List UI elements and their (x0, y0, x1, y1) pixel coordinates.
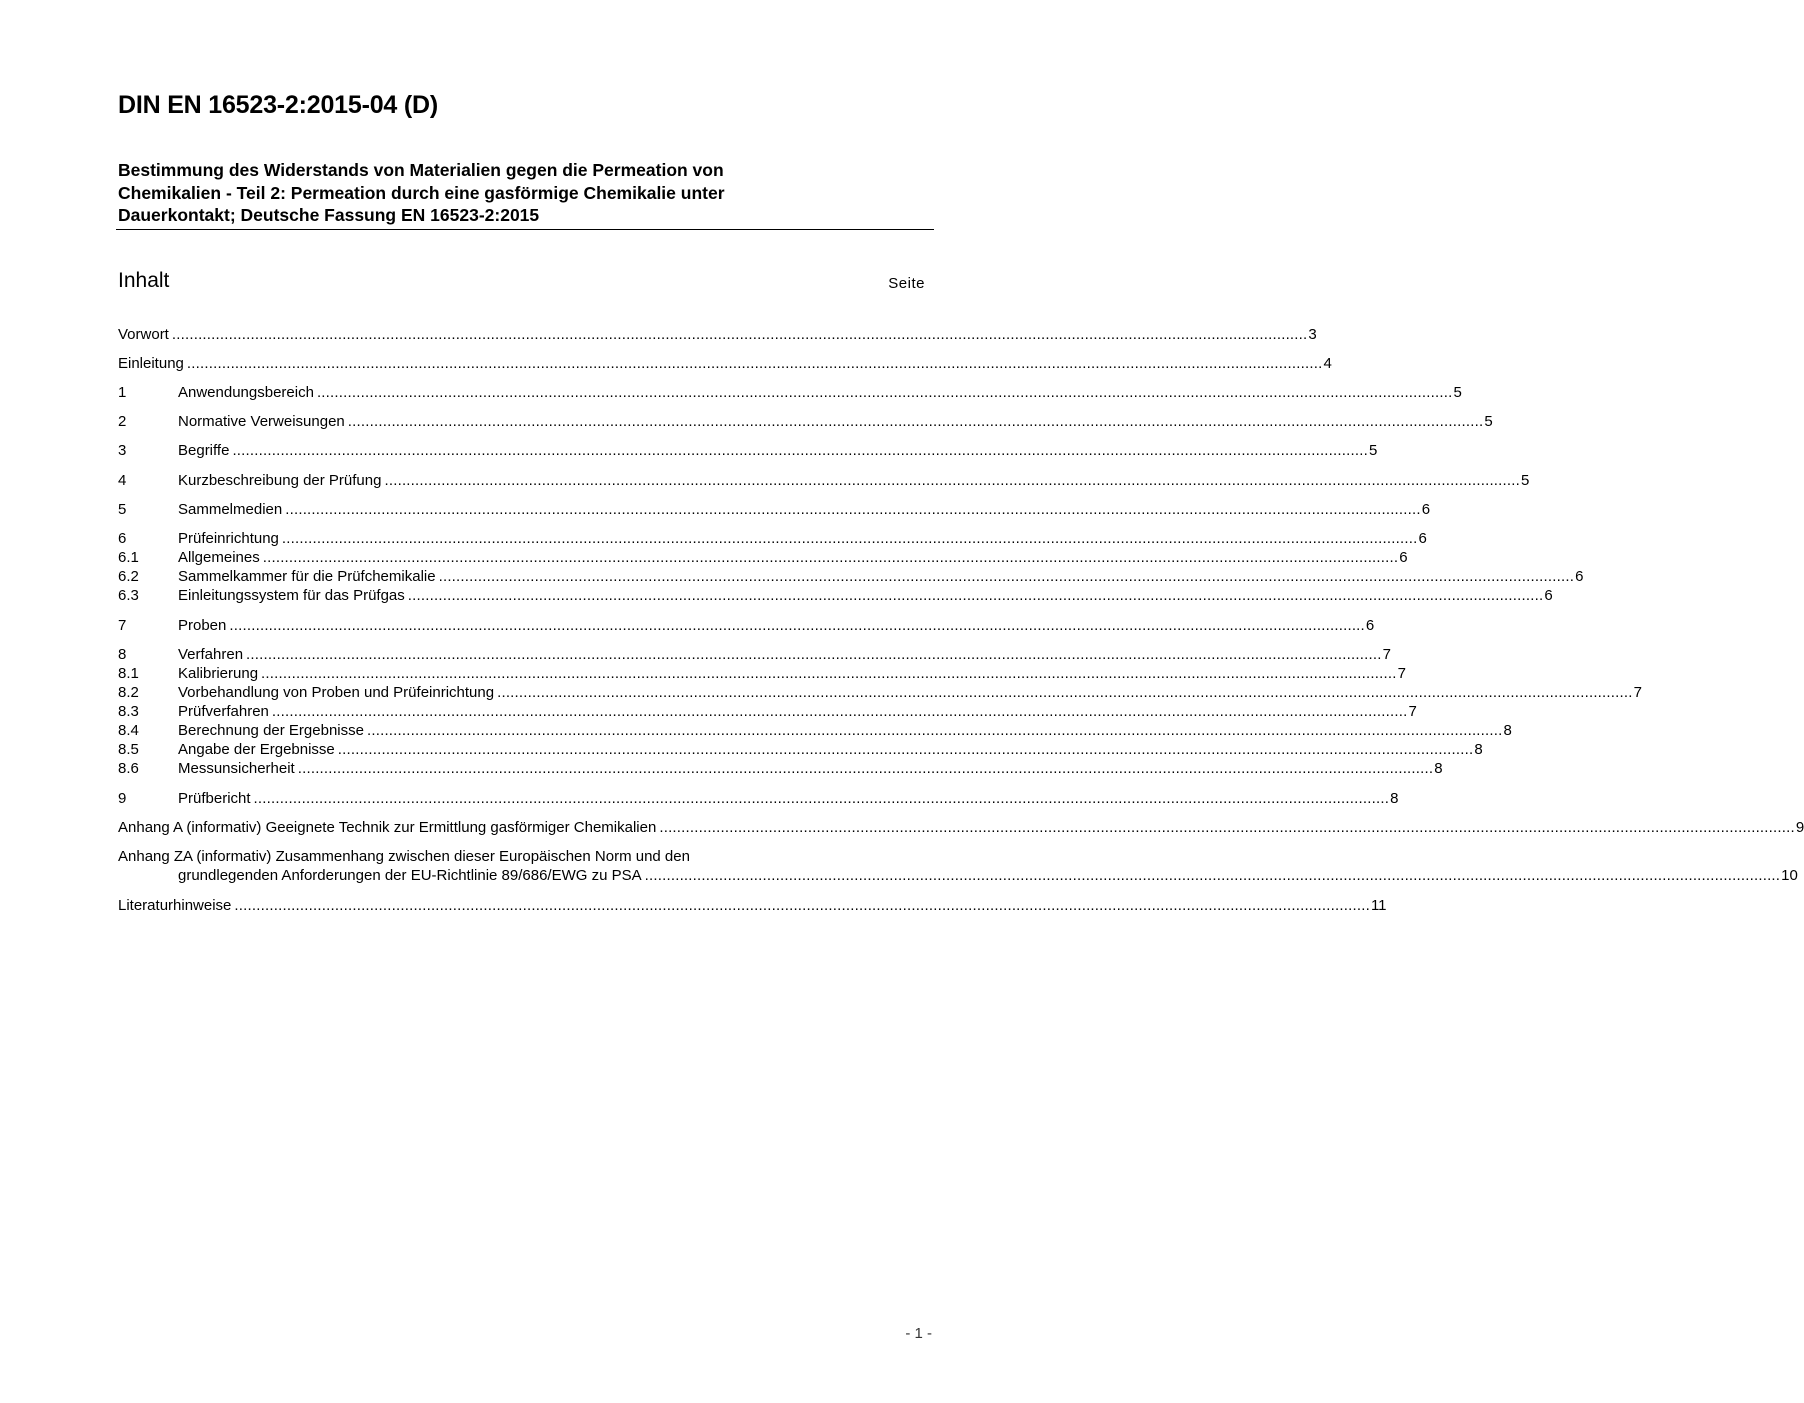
toc-entry[interactable] (118, 586, 1553, 605)
toc-entry-text: Begriffe (178, 442, 230, 459)
toc-entry-number: 9 (118, 790, 127, 807)
toc-entry[interactable] (118, 866, 1798, 885)
toc-entry-number: 4 (118, 472, 127, 489)
toc-entry-text: Vorwort (118, 326, 169, 343)
toc-entry-page: 5 (1453, 384, 1462, 401)
toc-dot-leader: .................................................................................................................................................................................................................................................................... (407, 587, 1544, 604)
toc-entry[interactable] (118, 896, 1387, 915)
toc-dot-leader: .................................................................................................................................................................................................................................................................... (171, 326, 1308, 343)
toc-entry[interactable] (118, 383, 1462, 402)
page-title: DIN EN 16523-2:2015-04 (D) (118, 91, 438, 119)
toc-dot-leader: .................................................................................................................................................................................................................................................................... (186, 355, 1323, 372)
toc-entry-text: Normative Verweisungen (178, 413, 345, 430)
toc-entry-text: Anhang A (informativ) Geeignete Technik zur Ermittlung gasförmiger Chemikalien (118, 819, 657, 836)
toc-entry-text: Prüfeinrichtung (178, 530, 279, 547)
toc-entry[interactable] (118, 548, 1408, 567)
toc-dot-leader: .................................................................................................................................................................................................................................................................... (347, 413, 1484, 430)
toc-entry-text: Kalibrierung (178, 665, 259, 682)
toc-entry-page: 10 (1781, 867, 1798, 884)
toc-entry-number: 6.3 (118, 587, 139, 604)
toc-entry[interactable] (118, 645, 1391, 664)
toc-dot-leader: .................................................................................................................................................................................................................................................................... (438, 568, 1575, 585)
toc-entry-page: 8 (1390, 790, 1399, 807)
subtitle-line: Chemikalien - Teil 2: Permeation durch eine gasförmige Chemikalie unter (118, 182, 725, 203)
toc-heading: Inhalt (118, 269, 170, 292)
toc-entry[interactable] (118, 683, 1642, 702)
toc-entry-text: Prüfverfahren (178, 703, 269, 720)
toc-entry-number: 2 (118, 413, 127, 430)
toc-entry-page: 3 (1308, 326, 1317, 343)
toc-entry-page: 8 (1434, 760, 1443, 777)
toc-entry-page: 9 (1795, 819, 1804, 836)
toc-dot-leader: .................................................................................................................................................................................................................................................................... (261, 665, 1397, 682)
toc-entry-text: Anwendungsbereich (178, 384, 314, 401)
toc-entry-number: 6.1 (118, 549, 139, 566)
toc-entry-number: 8.6 (118, 760, 139, 777)
toc-entry-number: 8.3 (118, 703, 139, 720)
toc-entry-text: Verfahren (178, 646, 244, 663)
toc-entry[interactable] (118, 441, 1378, 460)
toc-entry-number: 8.2 (118, 684, 139, 701)
toc-entry-page: 5 (1484, 413, 1493, 430)
toc-entry-text: Sammelkammer für die Prüfchemikalie (178, 568, 436, 585)
toc-entry-page: 6 (1544, 587, 1553, 604)
toc-entry-text[interactable]: Anhang ZA (informativ) Zusammenhang zwischen dieser Europäischen Norm und den (118, 848, 690, 865)
toc-entry-page: 6 (1399, 549, 1408, 566)
toc-entry-number: 6 (118, 530, 127, 547)
subtitle-line: Bestimmung des Widerstands von Materialien gegen die Permeation von (118, 160, 724, 180)
toc-entry-text: Berechnung der Ergebnisse (178, 722, 364, 739)
toc-entry-number: 1 (118, 384, 127, 401)
toc-entry-text: Einleitungssystem für das Prüfgas (178, 587, 405, 604)
toc-entry-page: 8 (1474, 741, 1483, 758)
toc-dot-leader: .................................................................................................................................................................................................................................................................... (297, 760, 1434, 777)
toc-entry-page: 8 (1503, 722, 1512, 739)
toc-entry-page: 11 (1370, 897, 1387, 914)
toc-entry[interactable] (118, 721, 1512, 740)
toc-dot-leader: .................................................................................................................................................................................................................................................................... (316, 384, 1453, 401)
toc-dot-leader: .................................................................................................................................................................................................................................................................... (366, 722, 1503, 739)
toc-entry-number: 6.2 (118, 568, 139, 585)
toc-dot-leader: .................................................................................................................................................................................................................................................................... (644, 867, 1781, 884)
toc-entry-page: 6 (1575, 568, 1584, 585)
toc-entry[interactable] (118, 529, 1427, 548)
toc-entry-text: Messunsicherheit (178, 760, 295, 777)
toc-entry-number: 8.5 (118, 741, 139, 758)
toc-entry-page: 5 (1368, 442, 1378, 459)
toc-entry-page: 7 (1633, 684, 1642, 701)
toc-dot-leader: .................................................................................................................................................................................................................................................................... (246, 646, 1382, 663)
toc-dot-leader: .................................................................................................................................................................................................................................................................... (281, 530, 1418, 547)
toc-entry[interactable] (118, 702, 1417, 721)
toc-dot-leader: .................................................................................................................................................................................................................................................................... (285, 501, 1421, 518)
toc-entry[interactable] (118, 412, 1493, 431)
toc-page-column-label: Seite (888, 275, 925, 292)
toc-entry[interactable] (118, 325, 1317, 344)
toc-entry[interactable] (118, 740, 1483, 759)
toc-entry-page: 6 (1418, 530, 1427, 547)
toc-entry-text: Literaturhinweise (118, 897, 232, 914)
toc-entry-number: 5 (118, 501, 127, 518)
toc-entry[interactable] (118, 789, 1399, 808)
toc-dot-leader: .................................................................................................................................................................................................................................................................... (271, 703, 1408, 720)
toc-entry-text: Prüfbericht (178, 790, 251, 807)
toc-entry-page: 7 (1397, 665, 1406, 682)
toc-dot-leader: .................................................................................................................................................................................................................................................................... (229, 617, 1365, 634)
toc-entry-number: 8 (118, 646, 127, 663)
toc-entry-page: 6 (1365, 617, 1375, 634)
toc-dot-leader: .................................................................................................................................................................................................................................................................... (253, 790, 1390, 807)
toc-entry-text: Einleitung (118, 355, 184, 372)
toc-entry[interactable] (118, 759, 1443, 778)
toc-entry[interactable] (118, 567, 1584, 586)
toc-entry-text: Allgemeines (178, 549, 260, 566)
toc-entry-page: 4 (1323, 355, 1332, 372)
toc-entry[interactable] (118, 616, 1375, 635)
toc-entry[interactable] (118, 664, 1406, 683)
toc-entry-page: 5 (1521, 472, 1530, 489)
table-of-contents (118, 0, 1804, 1403)
toc-dot-leader: .................................................................................................................................................................................................................................................................... (234, 897, 1370, 914)
toc-dot-leader: .................................................................................................................................................................................................................................................................... (262, 549, 1399, 566)
toc-entry-text: Proben (178, 617, 227, 634)
toc-entry-text: grundlegenden Anforderungen der EU-Richtlinie 89/686/EWG zu PSA (178, 867, 642, 884)
toc-entry-number: 3 (118, 442, 127, 459)
toc-entry-page: 7 (1382, 646, 1391, 663)
subtitle-line: Dauerkontakt; Deutsche Fassung EN 16523-2:2015 (118, 205, 540, 225)
toc-entry[interactable] (118, 818, 1804, 837)
toc-dot-leader: .................................................................................................................................................................................................................................................................... (659, 819, 1795, 836)
toc-entry-text: Kurzbeschreibung der Prüfung (178, 472, 382, 489)
toc-entry-text: Vorbehandlung von Proben und Prüfeinrichtung (178, 684, 495, 701)
toc-entry-number: 8.4 (118, 722, 139, 739)
toc-entry-page: 6 (1421, 501, 1431, 518)
toc-entry[interactable] (118, 500, 1431, 519)
toc-entry-text: Angabe der Ergebnisse (178, 741, 335, 758)
toc-dot-leader: .................................................................................................................................................................................................................................................................... (232, 442, 1368, 459)
toc-dot-leader: .................................................................................................................................................................................................................................................................... (384, 472, 1521, 489)
page-number: - 1 - (905, 1325, 932, 1342)
toc-entry-number: 7 (118, 617, 127, 634)
toc-dot-leader: .................................................................................................................................................................................................................................................................... (337, 741, 1474, 758)
toc-dot-leader: .................................................................................................................................................................................................................................................................... (497, 684, 1633, 701)
toc-entry-page: 7 (1408, 703, 1417, 720)
toc-entry[interactable] (118, 354, 1332, 373)
toc-entry-number: 8.1 (118, 665, 139, 682)
toc-entry-text: Sammelmedien (178, 501, 283, 518)
toc-entry[interactable] (118, 471, 1530, 490)
